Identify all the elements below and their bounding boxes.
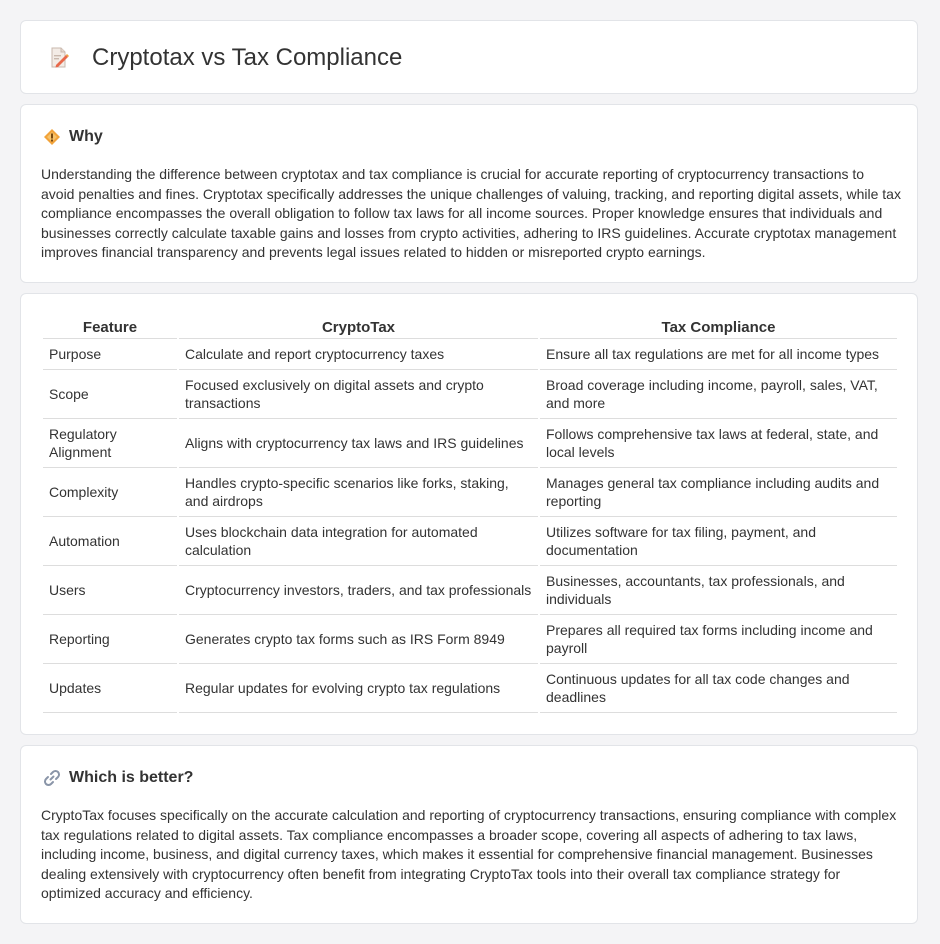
why-heading (43, 127, 103, 147)
table-row (43, 468, 897, 517)
table-row (43, 566, 897, 615)
feature-cell: Automation (43, 517, 177, 566)
tax-compliance-cell: Continuous updates for all tax code changes and deadlines (540, 664, 897, 713)
tax-compliance-cell: Ensure all tax regulations are met for all income types (540, 339, 897, 370)
feature-cell: Complexity (43, 468, 177, 517)
comparison-section (20, 293, 918, 735)
feature-cell: Scope (43, 370, 177, 419)
table-row (43, 339, 897, 370)
tax-compliance-cell: Utilizes software for tax filing, payment, and documentation (540, 517, 897, 566)
page-title: Cryptotax vs Tax Compliance (92, 44, 403, 71)
table-row (43, 419, 897, 468)
cryptotax-cell: Handles crypto-specific scenarios like forks, staking, and airdrops (179, 468, 538, 517)
cryptotax-cell: Uses blockchain data integration for automated calculation (179, 517, 538, 566)
cryptotax-cell: Generates crypto tax forms such as IRS Form 8949 (179, 615, 538, 664)
header-tax-compliance: Tax Compliance (540, 316, 897, 339)
cryptotax-cell: Focused exclusively on digital assets and crypto transactions (179, 370, 538, 419)
why-body: Understanding the difference between cryptotax and tax compliance is crucial for accurate reporting of cryptocurrency transactions to avoid penalties and fines. Cryptotax specifically addresses the unique challenges of valuing, tracking, and reporting digital assets, while tax compliance encompasses the overall obligation to follow tax laws for all income sources. Proper knowledge ensures that individuals and businesses correctly calculate taxable gains and losses from crypto activities, adhering to IRS guidelines. Accurate cryptotax management improves financial transparency and prevents legal issues related to hidden or misreported crypto earnings. (41, 166, 901, 261)
table-row (43, 615, 897, 664)
cryptotax-cell: Regular updates for evolving crypto tax regulations (179, 664, 538, 713)
table-header-row (43, 316, 897, 339)
header-cryptotax: CryptoTax (179, 316, 538, 339)
diamond-icon (43, 128, 61, 146)
cryptotax-cell: Calculate and report cryptocurrency taxes (179, 339, 538, 370)
feature-cell: Regulatory Alignment (43, 419, 177, 468)
feature-cell: Purpose (43, 339, 177, 370)
table-row (43, 370, 897, 419)
better-heading (43, 768, 193, 788)
header-card (20, 20, 918, 94)
document-pencil-icon (47, 46, 71, 70)
feature-cell: Updates (43, 664, 177, 713)
cryptotax-cell: Aligns with cryptocurrency tax laws and IRS guidelines (179, 419, 538, 468)
link-icon (43, 769, 61, 787)
feature-cell: Users (43, 566, 177, 615)
table-row (43, 517, 897, 566)
why-title: Why (69, 128, 103, 145)
header-feature: Feature (43, 316, 177, 339)
tax-compliance-cell: Follows comprehensive tax laws at federal, state, and local levels (540, 419, 897, 468)
cryptotax-cell: Cryptocurrency investors, traders, and tax professionals (179, 566, 538, 615)
table-row (43, 664, 897, 713)
tax-compliance-cell: Businesses, accountants, tax professionals, and individuals (540, 566, 897, 615)
tax-compliance-cell: Broad coverage including income, payroll, sales, VAT, and more (540, 370, 897, 419)
feature-cell: Reporting (43, 615, 177, 664)
tax-compliance-cell: Prepares all required tax forms including income and payroll (540, 615, 897, 664)
tax-compliance-cell: Manages general tax compliance including audits and reporting (540, 468, 897, 517)
better-title: Which is better? (69, 769, 194, 786)
which-is-better-section (20, 745, 918, 924)
better-body: CryptoTax focuses specifically on the accurate calculation and reporting of cryptocurrency transactions, ensuring compliance with complex tax regulations related to digital assets. Tax compliance encompasses a broader scope, covering all aspects of adhering to tax laws, including income, business, and digital currency taxes, which makes it essential for comprehensive financial management. Businesses dealing extensively with cryptocurrency often benefit from integrating CryptoTax tools into their overall tax compliance strategy for optimized accuracy and efficiency. (41, 807, 897, 902)
comparison-table (41, 316, 899, 713)
why-section (20, 104, 918, 283)
